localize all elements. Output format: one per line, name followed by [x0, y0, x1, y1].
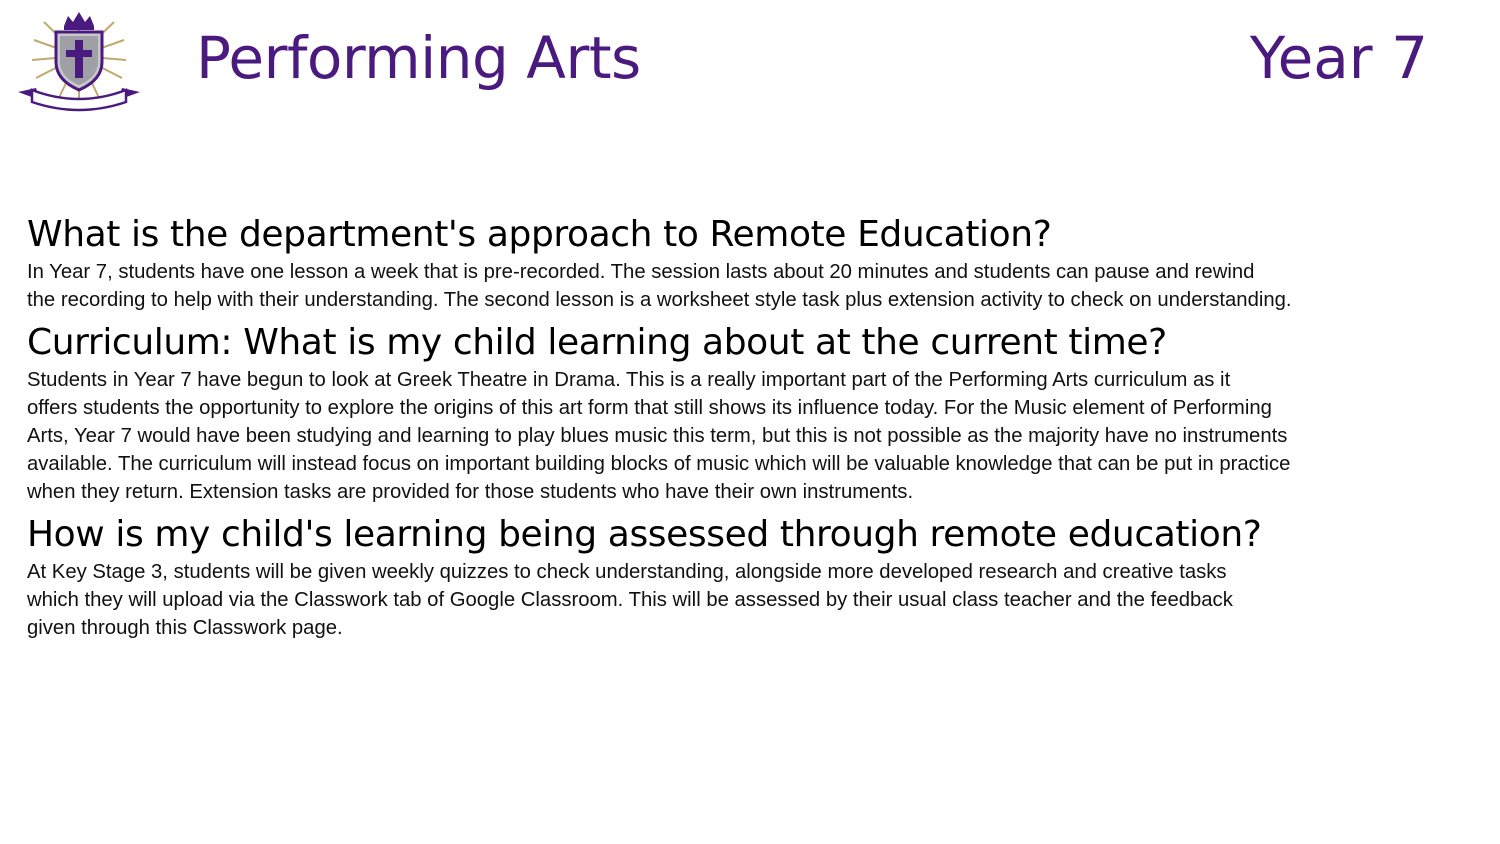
section-remote-approach	[27, 212, 1495, 314]
section-heading: How is my child's learning being assessed through remote education?	[27, 514, 1262, 555]
section-body: Students in Year 7 have begun to look at Greek Theatre in Drama. This is a really important part of the Performing Arts curriculum as it offers students the opportunity to explore the origins of this art form that still shows its influence today. For the Music element of Performing Arts, Year 7 would have been studying and learning to play blues music this term, but this is not possible as the majority have no instruments available. The curriculum will instead focus on important building blocks of music which will be valuable knowledge that can be put in practice when they return. Extension tasks are provided for those students who have their own instruments.	[27, 369, 1291, 503]
section-assessment	[27, 512, 1495, 642]
year-label: Year 7	[1249, 24, 1428, 92]
page-title: Performing Arts	[196, 24, 641, 92]
section-body: At Key Stage 3, students will be given weekly quizzes to check understanding, alongside more developed research and creative tasks which they will upload via the Classwork tab of Google Classroom. This will be assessed by their usual class teacher and the feedback given through this Classwork page.	[27, 561, 1233, 639]
section-curriculum	[27, 320, 1495, 506]
section-body: In Year 7, students have one lesson a week that is pre-recorded. The session lasts about 20 minutes and students can pause and rewind the recording to help with their understanding. The second lesson is a worksheet style task plus extension activity to check on understanding.	[27, 261, 1292, 311]
section-heading: Curriculum: What is my child learning about at the current time?	[27, 322, 1167, 363]
content-area	[27, 212, 1495, 642]
school-crest-icon	[14, 8, 144, 114]
section-heading: What is the department's approach to Remote Education?	[27, 214, 1052, 255]
